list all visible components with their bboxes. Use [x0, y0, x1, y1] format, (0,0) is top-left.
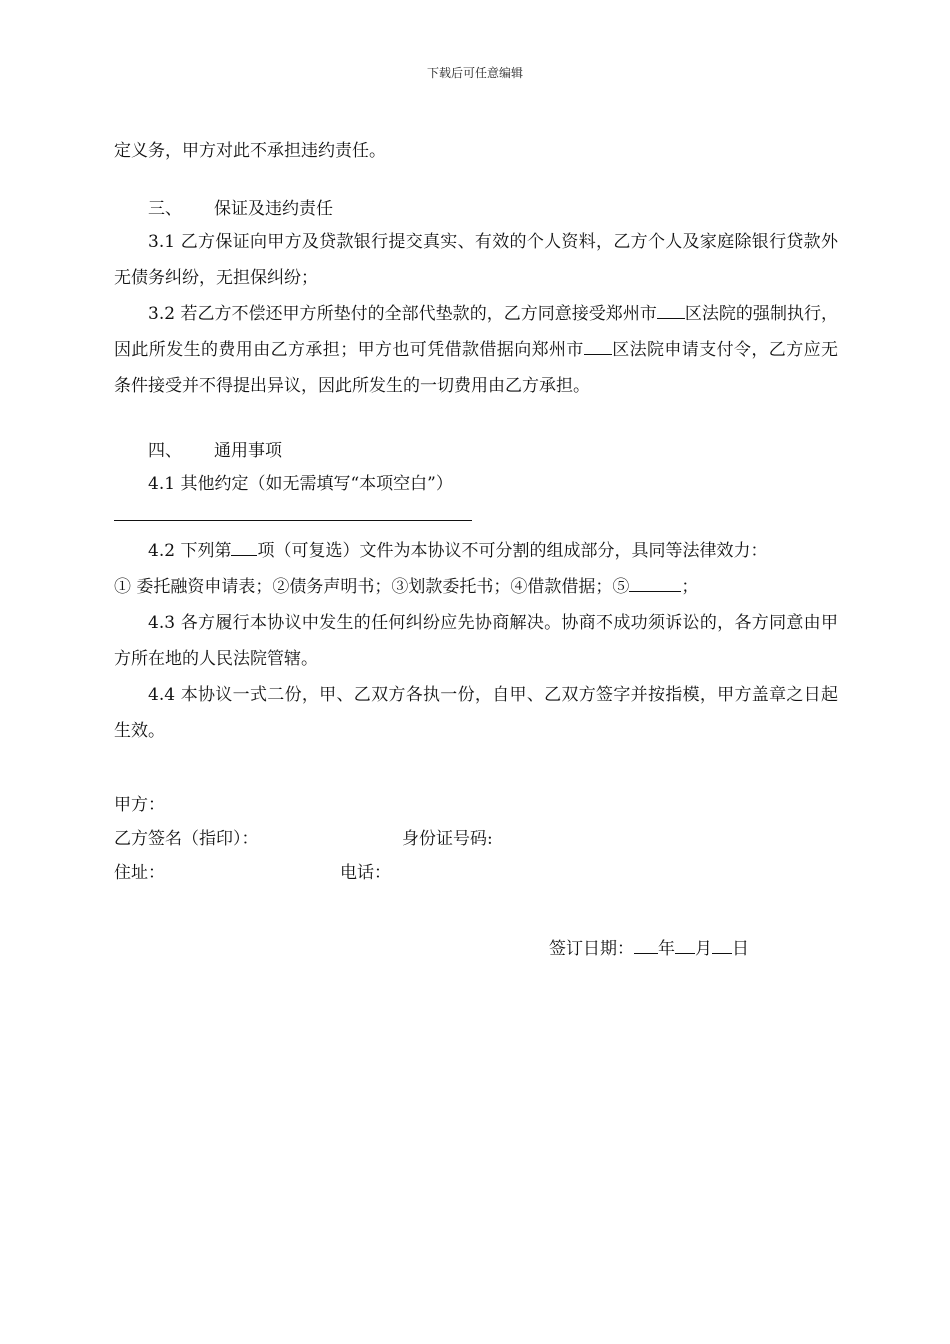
- clause-4-4: 4.4 本协议一式二份，甲、乙双方各执一份，自甲、乙双方签字并按指模，甲方盖章之日起生效。: [114, 685, 838, 741]
- year-label: 年: [658, 939, 675, 959]
- address-line: [114, 856, 838, 890]
- month-blank[interactable]: [675, 933, 695, 954]
- clause-3-2-text-c: 区法院申请支付令，乙方应无条件接受并不得提出异议，因此所发生的一切费用由乙方承担。: [114, 340, 839, 396]
- district-blank-2[interactable]: [584, 334, 612, 355]
- party-a-line: [114, 788, 838, 822]
- section-4-heading: [114, 436, 838, 466]
- other-document-blank[interactable]: [629, 571, 681, 592]
- clause-3-2-text-b: 区法院的强制执行，因此所发生的费用由乙方承担；甲方也可凭借款借据向郑州市: [114, 304, 838, 360]
- other-terms-blank-line[interactable]: [114, 502, 472, 521]
- signature-block: [114, 788, 838, 890]
- date-block: [114, 932, 838, 966]
- clause-4-2-text-a: 4.2 下列第: [148, 541, 232, 561]
- clause-4-1: 4.1 其他约定（如无需填写“本项空白”）: [148, 474, 453, 494]
- document-body: [114, 133, 838, 169]
- section-4: [114, 436, 838, 749]
- clause-4-3: 4.3 各方履行本协议中发生的任何纠纷应先协商解决。协商不成功须诉讼的，各方同意由甲方所在地的人民法院管辖。: [114, 613, 838, 669]
- party-a-label: 甲方：: [114, 795, 165, 815]
- signing-date-line: [114, 932, 838, 966]
- document-list: ① 委托融资申请表；②债务声明书；③划款委托书；④借款借据；⑤: [114, 577, 630, 597]
- month-label: 月: [695, 939, 712, 959]
- section-3: [114, 194, 838, 404]
- phone-label: 电话：: [340, 863, 391, 883]
- clause-4-2-text-b: 项（可复选）文件为本协议不可分割的组成部分，具同等法律效力：: [257, 541, 768, 561]
- date-label: 签订日期：: [549, 939, 634, 959]
- page-header: 下载后可任意编辑: [426, 66, 523, 80]
- item-number-blank[interactable]: [231, 535, 257, 556]
- signing-date: [549, 932, 749, 966]
- clause-3-2: [114, 296, 838, 404]
- clause-3-2-text-a: 3.2 若乙方不偿还甲方所垫付的全部代垫款的，乙方同意接受郑州市: [148, 304, 657, 324]
- section-number: 三、: [148, 199, 182, 219]
- day-label: 日: [732, 939, 749, 959]
- section-number: 四、: [148, 441, 182, 461]
- list-end: ；: [681, 577, 699, 597]
- section-title: 通用事项: [214, 441, 282, 461]
- party-b-line: [114, 822, 838, 856]
- address-label: 住址：: [114, 863, 165, 883]
- year-blank[interactable]: [634, 933, 658, 954]
- district-blank[interactable]: [657, 298, 685, 319]
- clause-3-1: 3.1 乙方保证向甲方及贷款银行提交真实、有效的个人资料，乙方个人及家庭除银行贷款外无债务纠纷，无担保纠纷；: [114, 232, 838, 288]
- clause-4-2-list: [114, 569, 838, 605]
- section-title: 保证及违约责任: [214, 199, 333, 219]
- id-number-label: 身份证号码:: [402, 829, 493, 849]
- section-3-heading: [114, 194, 838, 224]
- clause-4-2: [114, 533, 838, 569]
- party-b-sign-label: 乙方签名（指印）：: [114, 829, 259, 849]
- day-blank[interactable]: [712, 933, 732, 954]
- continuation-paragraph: 定义务，甲方对此不承担违约责任。: [114, 141, 386, 161]
